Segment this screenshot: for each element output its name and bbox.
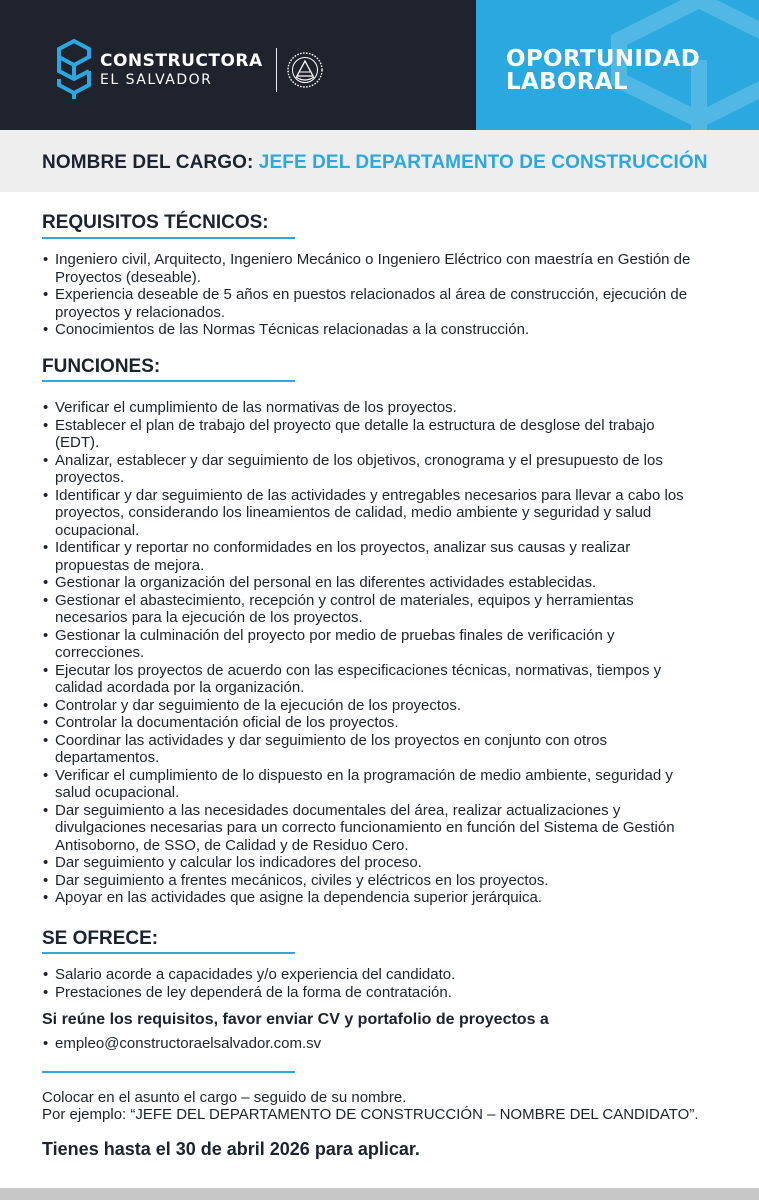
list-item: • Experiencia deseable de 5 años en puestos relacionados al área de construcción, ejecución de proyectos y relacionados. <box>42 286 692 321</box>
list-item: • Controlar la documentación oficial de los proyectos. <box>42 714 692 732</box>
list-item: • Dar seguimiento a frentes mecánicos, civiles y eléctricos en los proyectos. <box>42 872 692 890</box>
subject-example: Por ejemplo: “JEFE DEL DEPARTAMENTO DE CONSTRUCCIÓN – NOMBRE DEL CANDIDATO”. <box>42 1106 699 1123</box>
list-item: • Ejecutar los proyectos de acuerdo con las especificaciones técnicas, normativas, tiempos y calidad acordada por la organización. <box>42 662 692 697</box>
footer-bar <box>0 1188 759 1200</box>
brand-divider <box>276 48 277 92</box>
list-item: • Gestionar la culminación del proyecto por medio de pruebas finales de verificación y correcciones. <box>42 627 692 662</box>
subject-note: Colocar en el asunto el cargo – seguido de su nombre. <box>42 1089 407 1106</box>
list-item: • Conocimientos de las Normas Técnicas relacionadas a la construcción. <box>42 321 692 339</box>
brand-name-line2: EL SALVADOR <box>100 72 213 88</box>
list-item: • Prestaciones de ley dependerá de la forma de contratación. <box>42 984 692 1002</box>
constructora-logo-icon <box>56 38 92 102</box>
brand-name <box>100 52 263 89</box>
position-title <box>42 152 708 174</box>
brand-panel <box>0 0 476 130</box>
brand-name-line1: CONSTRUCTORA <box>100 51 263 71</box>
email-list <box>42 1035 692 1053</box>
apply-divider <box>42 1071 295 1073</box>
requirements-list <box>42 251 692 339</box>
offer-underline <box>42 952 295 954</box>
opportunity-panel <box>476 0 759 130</box>
list-item: • Verificar el cumplimiento de las normativas de los proyectos. <box>42 399 692 417</box>
list-item: • Establecer el plan de trabajo del proyecto que detalle la estructura de desglose del trabajo (EDT). <box>42 417 692 452</box>
list-item: • Gestionar el abastecimiento, recepción y control de materiales, equipos y herramientas necesarios para la ejecución de los proyectos. <box>42 592 692 627</box>
position-value: JEFE DEL DEPARTAMENTO DE CONSTRUCCIÓN <box>258 152 708 173</box>
list-item: • Analizar, establecer y dar seguimiento de los objetivos, cronograma y el presupuesto de los proyectos. <box>42 452 692 487</box>
offer-list <box>42 966 692 1001</box>
functions-underline <box>42 380 295 382</box>
requirements-underline <box>42 237 295 239</box>
list-item: • Identificar y reportar no conformidades en los proyectos, analizar sus causas y realizar propuestas de mejora. <box>42 539 692 574</box>
list-item: • Apoyar en las actividades que asigne la dependencia superior jerárquica. <box>42 889 692 907</box>
list-item: • Gestionar la organización del personal en las diferentes actividades establecidas. <box>42 574 692 592</box>
opportunity-title-line2: LABORAL <box>506 69 628 95</box>
position-label: NOMBRE DEL CARGO: <box>42 152 254 173</box>
list-item: • Salario acorde a capacidades y/o experiencia del candidato. <box>42 966 692 984</box>
requirements-title: REQUISITOS TÉCNICOS: <box>42 212 269 233</box>
email-item[interactable] <box>42 1035 692 1053</box>
list-item: • Dar seguimiento y calcular los indicadores del proceso. <box>42 854 692 872</box>
apply-cta: Si reúne los requisitos, favor enviar CV y portafolio de proyectos a <box>42 1011 549 1028</box>
list-item: • Verificar el cumplimiento de lo dispuesto en la programación de medio ambiente, seguridad y salud ocupacional. <box>42 767 692 802</box>
offer-title: SE OFRECE: <box>42 928 159 949</box>
header <box>0 0 759 130</box>
opportunity-title-line1: OPORTUNIDAD <box>506 46 701 72</box>
functions-list <box>42 399 692 907</box>
opportunity-title <box>506 48 700 94</box>
functions-title: FUNCIONES: <box>42 356 161 377</box>
list-item: • Identificar y dar seguimiento de las actividades y entregables necesarios para llevar a cabo los proyectos, considerando los lineamientos de calidad, medio ambiente y seguridad y salud ocupacional. <box>42 487 692 540</box>
list-item: • Dar seguimiento a las necesidades documentales del área, realizar actualizaciones y divulgaciones necesarias para un correcto funcionamiento en función del Sistema de Gestión Antisoborno, de SSO, de Calidad y de Residuo Cero. <box>42 802 692 855</box>
list-item: • Coordinar las actividades y dar seguimiento de los proyectos en conjunto con otros departamentos. <box>42 732 692 767</box>
deadline: Tienes hasta el 30 de abril 2026 para aplicar. <box>42 1139 420 1159</box>
coat-of-arms-icon <box>285 50 325 90</box>
list-item: • Controlar y dar seguimiento de la ejecución de los proyectos. <box>42 697 692 715</box>
list-item: • Ingeniero civil, Arquitecto, Ingeniero Mecánico o Ingeniero Eléctrico con maestría en Gestión de Proyectos (deseable). <box>42 251 692 286</box>
email-link[interactable]: empleo@constructoraelsalvador.com.sv <box>55 1035 322 1052</box>
